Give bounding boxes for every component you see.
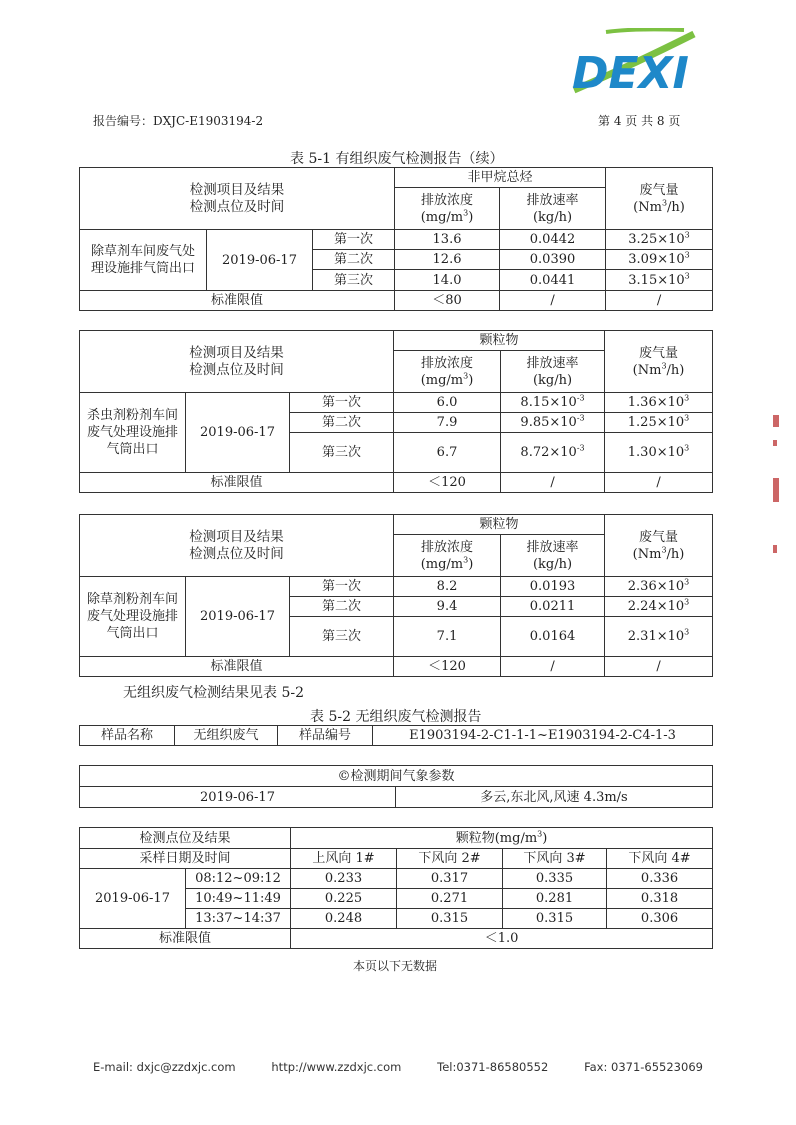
run-cell: 第一次 xyxy=(290,393,394,413)
header-cell: 检测项目及结果 检测点位及时间 xyxy=(80,515,394,577)
table-5-1-particulate-a xyxy=(79,330,713,493)
sample-name-value: 无组织废气 xyxy=(175,726,278,746)
sample-name-label: 样品名称 xyxy=(80,726,175,746)
conc-cell: 7.9 xyxy=(394,413,501,433)
date-cell: 2019-06-17 xyxy=(80,869,186,929)
limit-conc: ＜120 xyxy=(394,473,501,493)
gas-cell: $2.36\times 10^3$ xyxy=(605,577,713,597)
run-cell: 第二次 xyxy=(313,250,395,270)
limit-conc: ＜80 xyxy=(395,291,500,311)
site-cell: 除草剂粉剂车间废气处理设施排气筒出口 xyxy=(80,577,186,657)
limit-label: 标准限值 xyxy=(80,929,291,949)
footer-tel: Tel:0371-86580552 xyxy=(437,1060,549,1074)
weather-title: ©检测期间气象参数 xyxy=(80,766,713,787)
report-number: 报告编号：DXJC-E1903194-2 xyxy=(93,114,264,128)
rate-header: 排放速率 (kg/h) xyxy=(501,351,605,393)
conc-cell: 7.1 xyxy=(394,617,501,657)
limit-gas: / xyxy=(605,473,713,493)
run-cell: 第一次 xyxy=(313,230,395,250)
run-cell: 第三次 xyxy=(313,270,395,291)
point-header: 检测点位及结果 xyxy=(80,828,291,849)
footer-web: http://www.zzdxjc.com xyxy=(271,1060,402,1074)
value-cell: 0.248 xyxy=(291,909,397,929)
run-cell: 第三次 xyxy=(290,617,394,657)
value-cell: 0.318 xyxy=(607,889,713,909)
seal-fragment xyxy=(773,415,779,427)
sample-info-table xyxy=(79,725,713,746)
value-cell: 0.225 xyxy=(291,889,397,909)
rate-header: 排放速率 (kg/h) xyxy=(501,535,605,577)
value-cell: 0.281 xyxy=(503,889,607,909)
rate-cell: 0.0441 xyxy=(500,270,606,291)
run-cell: 第一次 xyxy=(290,577,394,597)
weather-value: 多云,东北风,风速 4.3m/s xyxy=(396,787,713,808)
param-header: 颗粒物 xyxy=(394,331,605,351)
date-header: 采样日期及时间 xyxy=(80,849,291,869)
date-cell: 2019-06-17 xyxy=(186,577,290,657)
gas-header: 废气量 (Nm$^3$/h) xyxy=(605,515,713,577)
col-header: 下风向 2# xyxy=(397,849,503,869)
gas-header: 废气量 (Nm$^3$/h) xyxy=(606,168,713,230)
footer-fax: Fax: 0371-65523069 xyxy=(584,1060,703,1074)
limit-conc: ＜120 xyxy=(394,657,501,677)
limit-rate: / xyxy=(500,291,606,311)
conc-header: 排放浓度 $(mg/m^3)$ xyxy=(394,535,501,577)
footer-email: E-mail: dxjc@zzdxjc.com xyxy=(93,1060,236,1074)
value-cell: 0.317 xyxy=(397,869,503,889)
unorganized-note: 无组织废气检测结果见表 5-2 xyxy=(123,685,304,701)
rate-cell: 0.0390 xyxy=(500,250,606,270)
table-5-1-particulate-b xyxy=(79,514,713,677)
site-cell: 杀虫剂粉剂车间废气处理设施排气筒出口 xyxy=(80,393,186,473)
table-5-2 xyxy=(79,827,713,949)
conc-cell: 14.0 xyxy=(395,270,500,291)
param-header: 颗粒物 xyxy=(394,515,605,535)
rate-cell: $8.72\times 10^{-3}$ xyxy=(501,433,605,473)
rate-cell: 0.0442 xyxy=(500,230,606,250)
seal-fragment xyxy=(773,545,777,553)
gas-cell: $2.31\times 10^3$ xyxy=(605,617,713,657)
gas-cell: $3.15\times 10^3$ xyxy=(606,270,713,291)
gas-cell: $3.09\times 10^3$ xyxy=(606,250,713,270)
conc-header: 排放浓度 $(mg/m^3)$ xyxy=(395,188,500,230)
rate-cell: 0.0164 xyxy=(501,617,605,657)
seal-fragment xyxy=(773,440,777,446)
gas-cell: $1.25\times 10^3$ xyxy=(605,413,713,433)
limit-rate: / xyxy=(501,657,605,677)
conc-cell: 6.7 xyxy=(394,433,501,473)
footer xyxy=(93,1060,703,1074)
limit-label: 标准限值 xyxy=(80,473,394,493)
limit-rate: / xyxy=(501,473,605,493)
conc-cell: 9.4 xyxy=(394,597,501,617)
conc-cell: 12.6 xyxy=(395,250,500,270)
limit-label: 标准限值 xyxy=(80,657,394,677)
value-cell: 0.306 xyxy=(607,909,713,929)
limit-gas: / xyxy=(605,657,713,677)
conc-cell: 6.0 xyxy=(394,393,501,413)
run-cell: 第三次 xyxy=(290,433,394,473)
gas-cell: $3.25\times 10^3$ xyxy=(606,230,713,250)
limit-gas: / xyxy=(606,291,713,311)
table-5-1-caption: 表 5-1 有组织废气检测报告（续） xyxy=(290,151,504,167)
seal-fragment xyxy=(773,478,779,502)
col-header: 下风向 4# xyxy=(607,849,713,869)
time-cell: 08:12~09:12 xyxy=(186,869,291,889)
sample-no-label: 样品编号 xyxy=(278,726,373,746)
gas-cell: $2.24\times 10^3$ xyxy=(605,597,713,617)
date-cell: 2019-06-17 xyxy=(207,230,313,291)
limit-label: 标准限值 xyxy=(80,291,395,311)
weather-date: 2019-06-17 xyxy=(80,787,396,808)
site-cell: 除草剂车间废气处理设施排气筒出口 xyxy=(80,230,207,291)
date-cell: 2019-06-17 xyxy=(186,393,290,473)
rate-cell: 0.0193 xyxy=(501,577,605,597)
value-cell: 0.315 xyxy=(397,909,503,929)
run-cell: 第二次 xyxy=(290,413,394,433)
header-cell: 检测项目及结果 检测点位及时间 xyxy=(80,168,395,230)
page-number: 第 4 页 共 8 页 xyxy=(598,114,681,128)
value-cell: 0.336 xyxy=(607,869,713,889)
col-header: 下风向 3# xyxy=(503,849,607,869)
col-header: 上风向 1# xyxy=(291,849,397,869)
param-header: 非甲烷总烃 xyxy=(395,168,606,188)
value-cell: 0.233 xyxy=(291,869,397,889)
value-cell: 0.271 xyxy=(397,889,503,909)
sample-no-value: E1903194-2-C1-1-1~E1903194-2-C4-1-3 xyxy=(373,726,713,746)
conc-cell: 8.2 xyxy=(394,577,501,597)
run-cell: 第二次 xyxy=(290,597,394,617)
value-cell: 0.335 xyxy=(503,869,607,889)
weather-table xyxy=(79,765,713,808)
conc-cell: 13.6 xyxy=(395,230,500,250)
rate-cell: $8.15\times 10^{-3}$ xyxy=(501,393,605,413)
logo-text: DEXI xyxy=(572,48,689,98)
rate-header: 排放速率 (kg/h) xyxy=(500,188,606,230)
table-5-1 xyxy=(79,167,713,311)
header-cell: 检测项目及结果 检测点位及时间 xyxy=(80,331,394,393)
time-cell: 13:37~14:37 xyxy=(186,909,291,929)
dexi-logo xyxy=(566,28,698,98)
value-cell: 0.315 xyxy=(503,909,607,929)
gas-cell: $1.36\times 10^3$ xyxy=(605,393,713,413)
table-5-2-caption: 表 5-2 无组织废气检测报告 xyxy=(310,709,482,725)
time-cell: 10:49~11:49 xyxy=(186,889,291,909)
rate-cell: 0.0211 xyxy=(501,597,605,617)
param-header: 颗粒物$(mg/m^3)$ xyxy=(291,828,713,849)
gas-header: 废气量 (Nm$^3$/h) xyxy=(605,331,713,393)
conc-header: 排放浓度 $(mg/m^3)$ xyxy=(394,351,501,393)
end-note: 本页以下无数据 xyxy=(353,959,438,973)
limit-value: ＜1.0 xyxy=(291,929,713,949)
rate-cell: $9.85\times 10^{-3}$ xyxy=(501,413,605,433)
gas-cell: $1.30\times 10^3$ xyxy=(605,433,713,473)
